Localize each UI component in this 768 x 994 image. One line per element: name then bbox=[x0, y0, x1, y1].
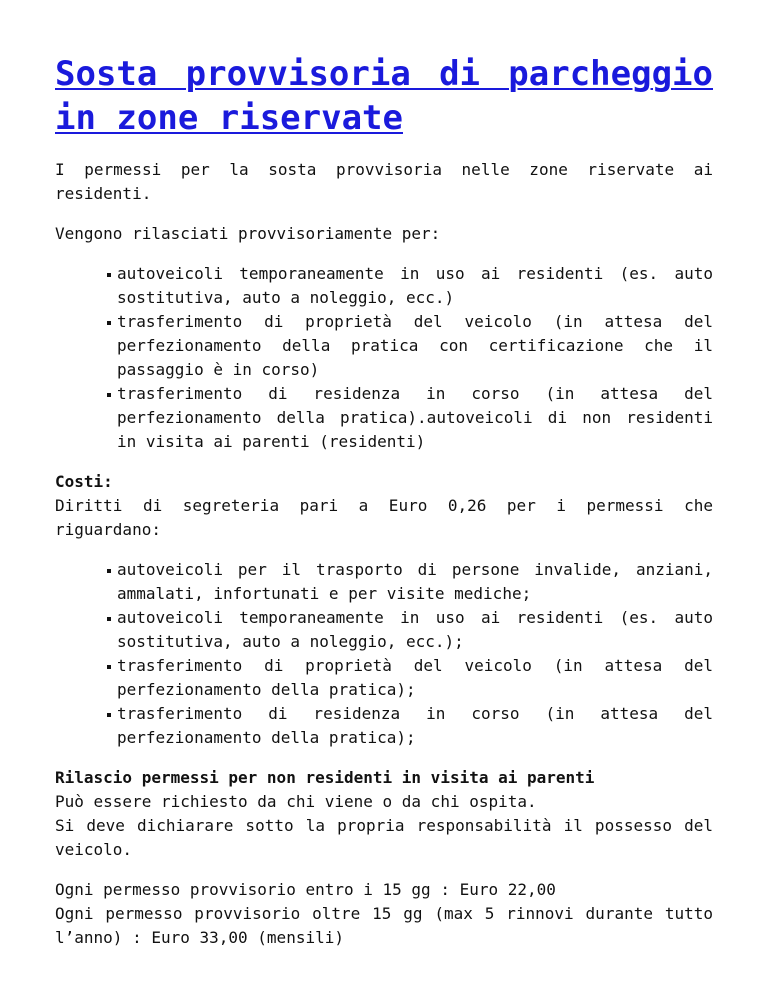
non-residents-line-1: Può essere richiesto da chi viene o da chi ospita. bbox=[55, 792, 537, 811]
non-residents-line-2: Si deve dichiarare sotto la propria responsabilità il possesso del veicolo. bbox=[55, 816, 713, 859]
issued-list bbox=[55, 262, 713, 454]
fee-line-2: Ogni permesso provvisorio oltre 15 gg (max 5 rinnovi durante tutto l’anno) : Euro 33,00 (mensili) bbox=[55, 904, 713, 947]
list-item: autoveicoli temporaneamente in uso ai residenti (es. auto sostitutiva, auto a noleggio, ecc.); bbox=[117, 606, 713, 654]
non-residents-heading: Rilascio permessi per non residenti in visita ai parenti bbox=[55, 768, 595, 787]
list-item: trasferimento di residenza in corso (in attesa del perfezionamento della pratica); bbox=[117, 702, 713, 750]
costs-text: Diritti di segreteria pari a Euro 0,26 per i permessi che riguardano: bbox=[55, 496, 713, 539]
page-title bbox=[55, 52, 713, 140]
issued-intro: Vengono rilasciati provvisoriamente per: bbox=[55, 224, 441, 243]
list-item: autoveicoli per il trasporto di persone invalide, anziani, ammalati, infortunati e per visite mediche; bbox=[117, 558, 713, 606]
costs-heading: Costi: bbox=[55, 472, 113, 491]
costs-block bbox=[55, 470, 713, 542]
non-residents-block bbox=[55, 766, 713, 862]
list-item: trasferimento di proprietà del veicolo (in attesa del perfezionamento della pratica); bbox=[117, 654, 713, 702]
intro-paragraph: I permessi per la sosta provvisoria nelle zone riservate ai residenti. bbox=[55, 160, 713, 203]
page-title-link[interactable]: Sosta provvisoria di parcheggio in zone riservate bbox=[55, 54, 713, 138]
fee-line-1: Ogni permesso provvisorio entro i 15 gg : Euro 22,00 bbox=[55, 880, 556, 899]
list-item: trasferimento di proprietà del veicolo (in attesa del perfezionamento della pratica con certificazione che il passaggio è in corso) bbox=[117, 310, 713, 382]
costs-list bbox=[55, 558, 713, 750]
list-item: trasferimento di residenza in corso (in attesa del perfezionamento della pratica).autoveicoli di non residenti in visita ai parenti (residenti) bbox=[117, 382, 713, 454]
list-item: autoveicoli temporaneamente in uso ai residenti (es. auto sostitutiva, auto a noleggio, ecc.) bbox=[117, 262, 713, 310]
fees-block bbox=[55, 878, 713, 950]
